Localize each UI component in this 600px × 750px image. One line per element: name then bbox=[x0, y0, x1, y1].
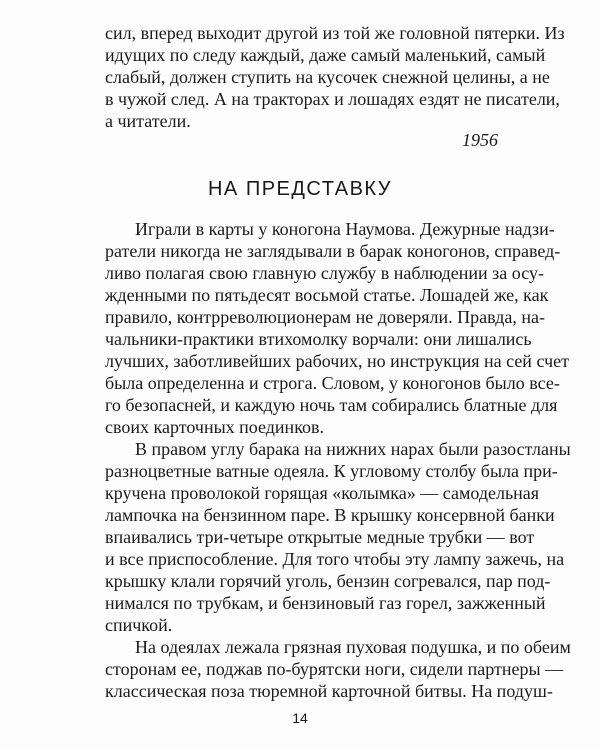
text-line: правило, контрреволюционерам не доверяли. Правда, на- bbox=[105, 307, 545, 327]
page-number: 14 bbox=[292, 710, 308, 726]
text-line: в чужой след. А на тракторах и лошадях ездят не писатели, bbox=[105, 89, 560, 109]
text-line: и все приспособление. Для того чтобы эту лампу зажечь, на bbox=[105, 549, 565, 569]
text-line: была определенна и строга. Словом, у коногонов было все- bbox=[105, 373, 560, 393]
text-line: впаивались три-четыре открытые медные трубки — вот bbox=[105, 527, 535, 547]
text-line: разноцветные ватные одеяла. К угловому столбу была при- bbox=[105, 461, 558, 481]
text-line: На одеялах лежала грязная пуховая подушка, и по обеим bbox=[135, 637, 571, 657]
text-line: своих карточных поединков. bbox=[105, 417, 325, 437]
text-line: Играли в карты у коногона Наумова. Дежурные надзи- bbox=[135, 219, 555, 239]
text-line: жденными по пятьдесят восьмой статье. Лошадей же, как bbox=[105, 285, 549, 305]
text-line: чальники-практики втихомолку ворчали: они лишались bbox=[105, 329, 532, 349]
text-line: слабый, должен ступить на кусочек снежной целины, а не bbox=[105, 67, 550, 87]
chapter-title: НА ПРЕДСТАВКУ bbox=[207, 178, 393, 200]
text-line: идущих по следу каждый, даже самый маленький, самый bbox=[105, 45, 546, 65]
text-line: сил, вперед выходит другой из той же головной пятерки. Из bbox=[105, 23, 565, 43]
text-line: крышку клали горячий уголь, бензин согревался, пар под- bbox=[105, 571, 551, 591]
text-line: нимался по трубкам, и бензиновый газ горел, зажженный bbox=[105, 593, 546, 613]
text-line: сторонам ее, поджав по-бурятски ноги, сидели партнеры — bbox=[105, 659, 564, 679]
date-signature: 1956 bbox=[462, 130, 498, 150]
text-line: го безопасней, и каждую ночь там собирались блатные для bbox=[105, 395, 558, 415]
text-line: а читатели. bbox=[105, 111, 191, 131]
text-line: ливо полагая свою главную службу в наблюдении за осу- bbox=[105, 263, 544, 283]
text-line: кручена проволокой горящая «колымка» — самодельная bbox=[105, 483, 540, 503]
text-line: В правом углу барака на нижних нарах были разостланы bbox=[135, 439, 571, 459]
text-line: спичкой. bbox=[105, 615, 173, 635]
text-line: лучших, заботливейших рабочих, но инструкция на сей счет bbox=[105, 351, 569, 371]
text-line: ратели никогда не заглядывали в барак коногонов, справед- bbox=[105, 241, 561, 261]
text-line: классическая поза тюремной карточной битвы. На подуш- bbox=[105, 681, 553, 701]
text-line: лампочка на бензинном паре. В крышку консервной банки bbox=[105, 505, 555, 525]
